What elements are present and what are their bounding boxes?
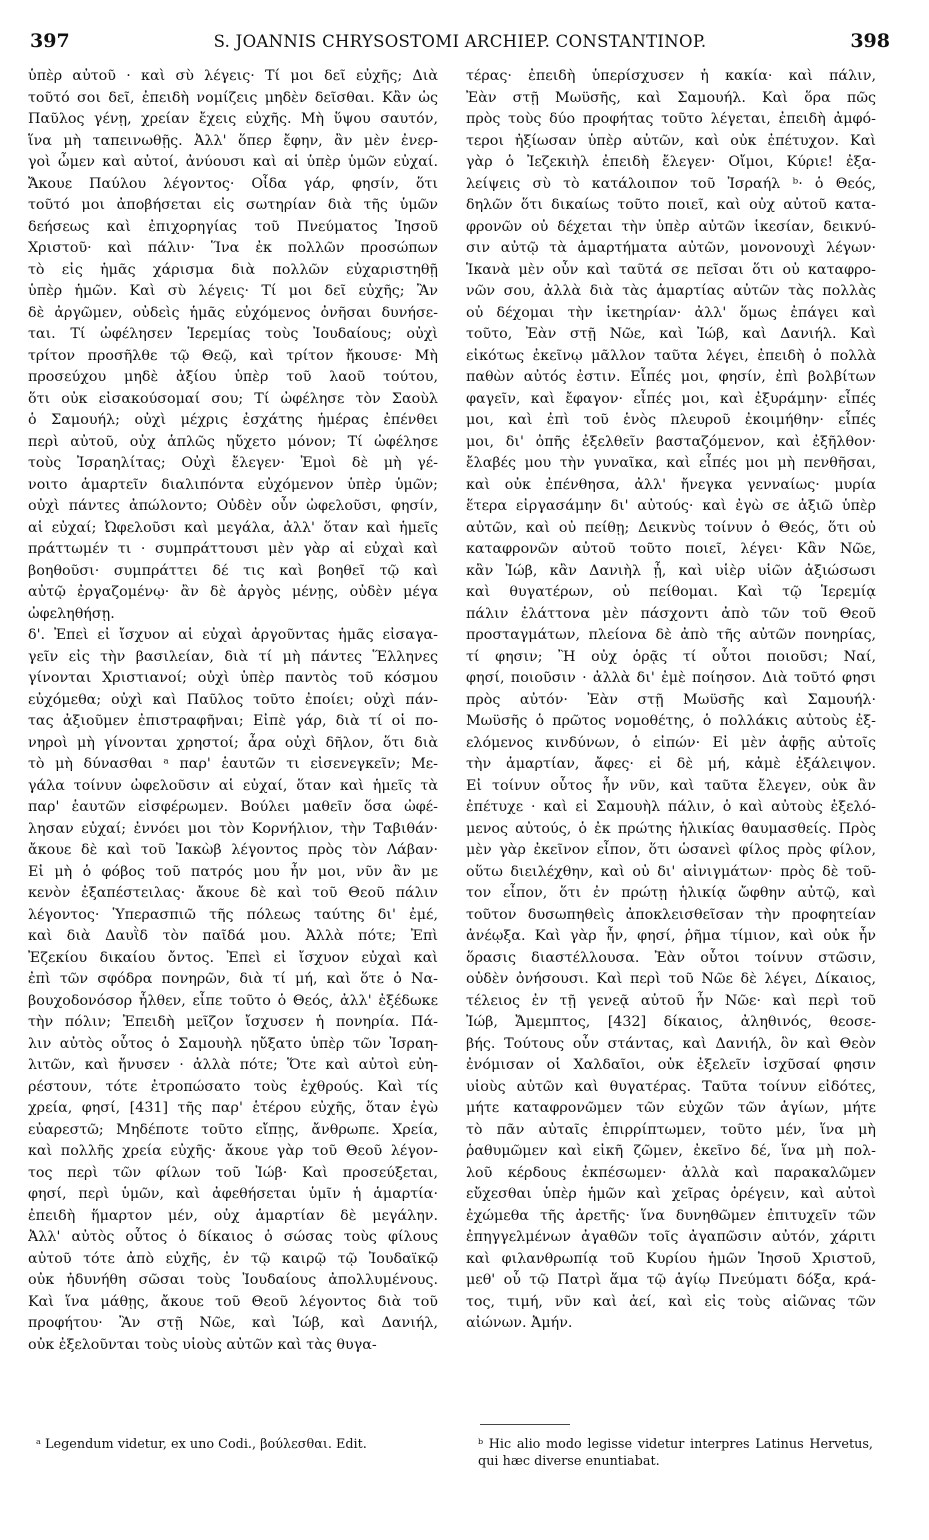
left-footnote: ᵃ Legendum videtur, ex uno Codi., βούλεσθαι. Edit. [36,1437,367,1452]
text-line: αἰώνων. Ἀμήν. [466,1315,573,1331]
text-line: καὶ θυγατέρων, οὐ πείθομαι. Καὶ τῷ Ἱερεμίᾳ [466,584,876,600]
text-line: Μωϋσῆς ὁ πρῶτος νομοθέτης, ὁ πολλάκις αὐτοὺς ἐξ- [466,713,876,729]
text-line: μοι, καὶ ἐπὶ τοῦ ἑνὸς πλευροῦ ἐκοιμήθην· εἶπές [466,412,876,428]
text-line: βοηθοῦσι· συμπράττει δέ τις καὶ βοηθεῖ τῷ καὶ [28,562,438,579]
footnote-rule [480,1424,570,1425]
text-line: ται. Τί ὠφέλησεν Ἱερεμίας τοὺς Ἰουδαίους; οὐχὶ [28,326,438,342]
text-line: ελόμενος κινδύνων, ὁ εἰπών· Εἰ μὲν ἀφῇς αὐτοῖς [466,734,876,751]
text-line: φαγεῖν, καὶ ἔφαγον· εἶπές μοι, καὶ ἐξυράμην· εἶπές [466,390,876,407]
running-head-title: S. JOANNIS CHRYSOSTOMI ARCHIEP. CONSTANTINOP. [213,32,707,51]
text-line: νηροὶ μὴ γίνονται χρηστοί; ἆρα οὐχὶ δῆλον, ὅτι διὰ [28,734,438,751]
text-line: λησαν εὐχαί; ἐννόει μοι τὸν Κορνήλιον, τὴν Ταβιθάν· [28,820,438,837]
text-line: μοι, δι' ὀπῆς ἐξελθεῖν βασταζόμενον, καὶ ἐξῆλθον· [466,433,876,450]
text-line: τεροι ἠξίωσαν ὑπὲρ αὐτῶν, καὶ οὐκ ἐπέτυχον. Καὶ [466,132,876,149]
text-line: τον εἶπον, ὅτι ἐν πρώτῃ ἡλικίᾳ ὤφθην αὐτῷ, καὶ [466,885,876,901]
text-line: Ἀλλ' αὐτὸς οὗτος ὁ δίκαιος ὁ σώσας τοὺς φίλους [28,1229,438,1245]
text-line: Εἰ μὴ ὁ φόβος τοῦ πατρός μου ἦν μοι, νῦν ἂν με [28,863,438,880]
text-line: γεῖν εἰς τὴν βασιλείαν, διὰ τί μὴ πάντες Ἕλληνες [28,648,438,665]
text-line: μὲν γὰρ ἐκεῖνον εἶπον, ὅτι ὡσανεὶ φίλος πρὸς φίλον, [466,842,876,858]
text-line: τέλειος ἐν τῇ γενεᾷ αὐτοῦ ἦν Νῶε· καὶ περὶ τοῦ [466,992,876,1009]
text-line: γίνονται Χριστιανοί; οὐχὶ ὑπὲρ παντὸς τοῦ κόσμου [28,670,438,686]
text-line: ἐνόμισαν οἱ Χαλδαῖοι, οὐκ ἐξελεῖν ἰσχῦσαί φησιν [466,1057,876,1073]
text-line: ὅτι οὐκ εἰσακούσομαί σου; Τί ὠφέλησε τὸν Σαοὺλ [28,390,438,407]
text-line: κενὸν ἐξαπέστειλας· ἄκουε δὲ καὶ τοῦ Θεοῦ πάλιν [28,885,438,901]
text-line: λιν αὐτὸς οὗτος ὁ Σαμουὴλ ηὔξατο ὑπὲρ τῶν Ἰσραη- [28,1035,438,1052]
text-line: φρονῶν οὐ δέχεται τὴν ὑπὲρ αὐτῶν ἱκεσίαν, δεικνύ- [466,218,876,235]
text-line: μεθ' οὗ τῷ Πατρὶ ἅμα τῷ ἁγίῳ Πνεύματι δόξα, κρά- [466,1272,876,1288]
text-line: Καὶ ἵνα μάθῃς, ἄκουε τοῦ Θεοῦ λέγοντος διὰ τοῦ [28,1293,438,1310]
text-line: ῥαθυμῶμεν καὶ εἰκῆ ζῶμεν, ἐκεῖνο δέ, ἵνα μὴ πολ- [466,1143,876,1159]
text-line: οὐκ ἐξελοῦνται τοὺς υἱοὺς αὐτῶν καὶ τὰς θυγα- [28,1336,377,1353]
text-line: γὰρ ὁ Ἰεζεκιὴλ ἐπειδὴ ἔλεγεν· Οἴμοι, Κύριε! ἐξα- [466,154,876,170]
text-line: οὐχὶ πάντες ἀπώλοντο; Οὐδὲν οὖν ὠφελοῦσι, φησίν, [28,498,438,514]
text-line: πάλιν ἐλάττονα μὲν πάσχοντι ἀπὸ τῶν τοῦ Θεοῦ [466,605,876,622]
text-line: περὶ αὐτοῦ, οὐχ ἁπλῶς ηὔχετο μόνον; Τί ὠφέλησε [28,433,438,450]
text-line: λιτῶν, καὶ ἤνυσεν · ἀλλὰ πότε; Ὅτε καὶ αὐτοὶ εὐη- [28,1057,438,1073]
text-line: αὐτῶν, καὶ οὐ πείθῃ; Δεικνὺς τοίνυν ὁ Θεός, ὅτι οὐ [466,519,876,536]
text-line: τος περὶ τῶν φίλων τοῦ Ἰώβ· Καὶ προσεύξεται, [28,1164,438,1181]
text-line: τρίτον προσῆλθε τῷ Θεῷ, καὶ τρίτον ἤκουσε· Μὴ [28,347,438,364]
text-line: δ'. Ἐπεὶ εἰ ἴσχυον αἱ εὐχαὶ ἀργοῦντας ἡμᾶς εἰσαγα- [28,627,438,643]
text-line: γοὶ ὦμεν καὶ αὐτοί, ἀνύουσι καὶ αἱ ὑπὲρ ὑμῶν εὐχαί. [28,154,438,170]
text-line: ρέστουν, τότε ἐτροπώσατο τοὺς ἐχθρούς. Καὶ τίς [28,1078,438,1095]
text-line: παθὼν αὐτός ἐστιν. Εἶπές μοι, φησίν, ἐπὶ βολβίτων [466,369,876,385]
text-line: τὸ εἰς ἡμᾶς χάρισμα διὰ πολλῶν εὐχαριστηθῇ [28,261,438,278]
text-line: φησί, περὶ ὑμῶν, καὶ ἀφεθήσεται ὑμῖν ἡ ἁμαρτία· [28,1186,438,1202]
text-line: βουχοδονόσορ ἦλθεν, εἶπε τοῦτο ὁ Θεός, ἀλλ' ἐξέδωκε [28,992,438,1009]
text-line: εἰκότως ἐκεῖνῳ μᾶλλον ταῦτα λέγει, ἐπειδὴ ὁ πολλὰ [466,347,876,364]
text-line: αὐτῷ ἐργαζομένῳ· ἂν δὲ ἀργὸς μένῃς, οὐδὲν μέγα [28,584,438,600]
text-line: ὠφεληθήσῃ. [28,605,115,622]
text-line: τος, τιμή, νῦν καὶ ἀεί, καὶ εἰς τοὺς αἰῶνας τῶν [466,1293,876,1310]
text-line: τοὺς Ἰσραηλίτας; Οὐχὶ ἔλεγεν· Ἐμοὶ δὲ μὴ γέ- [28,455,438,471]
text-line: καταφρονῶν αὐτοῦ τοῦτο ποιεῖ, λέγει· Κἂν Νῶε, [466,541,876,557]
text-line: εὐαρεστῶ; Μηδέποτε τοῦτο εἴπῃς, ἄνθρωπε. Χρεία, [28,1121,438,1138]
text-line: καὶ πολλῆς χρεία εὐχῆς· ἄκουε γὰρ τοῦ Θεοῦ λέγον- [28,1143,438,1159]
text-line: λέγοντος· Ὑπερασπιῶ τῆς πόλεως ταύτης δι' ἐμέ, [28,906,438,923]
text-line: εὐχόμεθα; οὐχὶ καὶ Παῦλος τοῦτο ἐποίει; οὐχὶ πάν- [28,691,438,708]
text-line: τοῦτον δυσωπηθεὶς ἀποκλεισθεῖσαν τὴν προφητείαν [466,906,876,923]
text-line: ἵνα μὴ ταπεινωθῇς. Ἀλλ' ὅπερ ἔφην, ἂν μὲν ἐνερ- [28,132,438,149]
text-line: ἐπὶ τῶν σφόδρα πονηρῶν, διὰ τί μή, καὶ ὅτε ὁ Να- [28,971,438,987]
text-line: ὅρασις διαστέλλουσα. Ἐὰν οὗτοι τοίνυν στῶσιν, [466,949,876,966]
text-line: τὸ μὴ δύνασθαι ᵃ παρ' ἑαυτῶν τι εἰσενεγκεῖν; Με- [28,756,438,772]
text-line: πρὸς τοὺς δύο προφήτας τοῦτο λέγεται, ἐπειδὴ ἀμφό- [466,111,876,127]
text-line: υἱοὺς αὐτῶν καὶ θυγατέρας. Ταῦτα τοίνυν εἰδότες, [466,1078,876,1095]
text-line: καὶ οὐκ ἐπένθησα, ἀλλ' ἤνεγκα γενναίως· μυρία [466,476,876,493]
text-line: ὑπὲρ αὐτοῦ · καὶ σὺ λέγεις· Τί μοι δεῖ εὐχῆς; Διὰ [28,68,438,84]
right-text-column [466,66,876,1335]
text-line: Ἰώβ, Ἄμεμπτος, [432] δίκαιος, ἀληθινός, θεοσε- [466,1014,876,1030]
left-text-column [28,66,438,1356]
text-line: ἐπέτυχε · καὶ εἰ Σαμουὴλ πάλιν, ὁ καὶ αὐτοὺς ἐξελό- [466,799,876,815]
text-line: τὸ πᾶν αὐταῖς ἐπιρρίπτωμεν, τοῦτο μέν, ἵνα μὴ [466,1121,876,1138]
text-line: αὐτοῦ τότε ἀπὸ εὐχῆς, ἐν τῷ καιρῷ τῷ Ἰουδαϊκῷ [28,1250,438,1267]
text-line: καὶ φιλανθρωπίᾳ τοῦ Κυρίου ἡμῶν Ἰησοῦ Χριστοῦ, [466,1250,876,1267]
text-line: τί φησιν; Ἢ οὐχ ὁρᾷς τί οὗτοι ποιοῦσι; Ναί, [466,648,876,665]
text-line: ἐχώμεθα τῆς ἀρετῆς· ἵνα δυνηθῶμεν ἐπιτυχεῖν τῶν [466,1207,876,1224]
text-line: οὕτω διειλέχθην, καὶ οὐ δι' αἰνιγμάτων· πρὸς δὲ τοῦ- [466,863,876,880]
text-line: προφήτου· Ἂν στῇ Νῶε, καὶ Ἰώβ, καὶ Δανιήλ, [28,1315,438,1331]
text-line: κἂν Ἰώβ, κἂν Δανιὴλ ᾖ, καὶ υἱὲρ υἱῶν ἀξιώσωσι [466,562,876,579]
text-line: νοιτο ἁμαρτεῖν διαλιπόντα εὐχόμενον ὑπὲρ ὑμῶν; [28,476,438,493]
text-line: ὁ Σαμουήλ; οὐχὶ μέχρις ἐσχάτης ἡμέρας ἐπένθει [28,412,438,428]
text-line: τας ἀξιοῦμεν ἐπιστραφῆναι; Εἰπὲ γάρ, διὰ τί οἱ πο- [28,713,438,729]
text-line: χρεία, φησί, [431] τῆς παρ' ἑτέρου εὐχῆς, ὅταν ἐγὼ [28,1100,438,1116]
text-line: μενος αὐτούς, ὁ ἐκ πρώτης ἡλικίας θαυμασθείς. Πρὸς [466,820,876,837]
text-line: ἕτερα εἰργασάμην δι' αὐτούς· καὶ ἐγὼ σε ἀξιῶ ὑπὲρ [466,498,876,514]
text-line: τοῦτο, Ἐὰν στῇ Νῶε, καὶ Ἰώβ, καὶ Δανιήλ. Καὶ [466,326,876,342]
text-line: προσεύχου μηδὲ ἀξίου ὑπὲρ τοῦ λαοῦ τούτου, [28,369,438,385]
text-line: εὔχεσθαι ὑπὲρ ἡμῶν καὶ χεῖρας ὀρέγειν, καὶ αὐτοὶ [466,1186,876,1202]
running-header [30,30,890,60]
text-line: λοῦ κέρδους ἐκπέσωμεν· ἀλλὰ καὶ παρακαλῶμεν [466,1164,876,1181]
text-line: σιν αὐτῷ τὰ ἁμαρτήματα αὐτῶν, μονονουχὶ λέγων· [466,240,876,256]
text-line: Παῦλος γένῃ, χρείαν ἔχεις εὐχῆς. Μὴ ὕψου σαυτόν, [28,111,438,127]
text-line: Εἰ τοίνυν οὗτος ἦν νῦν, καὶ ταῦτα ἔλεγεν, οὐκ ἂν [466,777,876,794]
text-line: ὑπὲρ ἡμῶν. Καὶ σὺ λέγεις· Τί μοι δεῖ εὐχῆς; Ἂν [28,283,438,299]
text-line: παρ' ἑαυτῶν εἰσφέρωμεν. Βούλει μαθεῖν ὅσα ὠφέ- [28,799,438,815]
text-line: ἐπηγγελμένων ἀγαθῶν τοῖς ἀγαπῶσιν αὐτόν, χάριτι [466,1229,876,1245]
text-line: δεήσεως καὶ ἐπιχορηγίας τοῦ Πνεύματος Ἰησοῦ [28,218,438,235]
right-page-number: 398 [850,30,890,52]
text-line: Ἱκανὰ μὲν οὖν καὶ ταῦτά σε πεῖσαι ὅτι οὐ καταφρο- [466,261,876,278]
text-line: οὐκ ἠδυνήθη σῶσαι τοὺς Ἰουδαίους ἀπολλυμένους. [28,1272,438,1288]
right-footnote: ᵇ Hic alio modo legisse videtur interpres Latinus Hervetus, qui hæc diverse enuntiabat. [478,1437,873,1469]
text-line: νῶν σου, ἀλλὰ διὰ τὰς ἁμαρτίας αὐτῶν τὰς πολλὰς [466,283,876,299]
text-line: γάλα τοίνυν ὠφελοῦσιν αἱ εὐχαί, ὅταν καὶ ἡμεῖς τὰ [28,777,438,794]
text-line: οὐ δέχομαι τὴν ἱκετηρίαν· ἀλλ' ὅμως ἐπάγει καὶ [466,304,876,321]
text-line: αἱ εὐχαί; Ὠφελοῦσι καὶ μεγάλα, ἀλλ' ὅταν καὶ ἡμεῖς [28,519,438,536]
text-line: ἀνέῳξα. Καὶ γὰρ ἦν, φησί, ῥῆμα τίμιον, καὶ οὐκ ἦν [466,928,876,944]
text-line: δὲ ἀργῶμεν, οὐδεὶς ἡμᾶς εὐχόμενος ὀνῆσαι δυνήσε- [28,304,438,321]
text-line: οὐδὲν ὀνήσουσι. Καὶ περὶ τοῦ Νῶε δὲ λέγει, Δίκαιος, [466,971,876,987]
text-line: πράττωμέν τι · συμπράττουσι μὲν γὰρ αἱ εὐχαὶ καὶ [28,541,438,557]
text-line: ἔλαβές μου τὴν γυναῖκα, καὶ εἶπές μοι μὴ πενθῆσαι, [466,455,876,471]
text-line: δηλῶν ὅτι δικαίως τοῦτο ποιεῖ, καὶ οὐχ αὐτοῦ κατα- [466,197,876,213]
text-line: προσταγμάτων, πλείονα δὲ ἀπὸ τῆς αὐτῶν πονηρίας, [466,627,876,643]
text-line: τοῦτό σοι δεῖ, ἐπειδὴ νομίζεις μηδὲν δεῖσθαι. Κἂν ὡς [28,89,438,106]
text-line: λείψεις σὺ τὸ κατάλοιπον τοῦ Ἰσραήλ ᵇ· ὁ Θεός, [466,175,876,192]
text-line: τέρας· ἐπειδὴ ὑπερίσχυσεν ἡ κακία· καὶ πάλιν, [466,68,876,84]
text-line: τὴν ἁμαρτίαν, ἄφες· εἰ δὲ μή, κἀμὲ ἐξάλειψον. [466,756,876,772]
text-line: βής. Τούτους οὖν στάντας, καὶ Δανιήλ, ὃν καὶ Θεὸν [466,1035,876,1052]
text-line: Χριστοῦ· καὶ πάλιν· Ἵνα ἐκ πολλῶν προσώπων [28,240,438,256]
text-line: Ἐζεκίου δικαίου ὄντος. Ἐπεὶ εἰ ἴσχυον εὐχαὶ καὶ [28,949,438,966]
text-line: ἄκουε δὲ καὶ τοῦ Ἰακὼβ λέγοντος πρὸς τὸν Λάβαν· [28,842,438,858]
left-page-number: 397 [30,30,70,52]
text-line: πρὸς αὐτόν· Ἐὰν στῇ Μωϋσῆς καὶ Σαμουήλ· [466,691,876,708]
text-line: τὴν πόλιν; Ἐπειδὴ μεῖζον ἴσχυσεν ἡ πονηρία. Πά- [28,1014,438,1030]
text-line: τοῦτό μοι ἀποβήσεται εἰς σωτηρίαν διὰ τῆς ὑμῶν [28,197,438,213]
text-line: Ἐὰν στῇ Μωϋσῆς, καὶ Σαμουήλ. Καὶ ὅρα πῶς [466,89,876,106]
text-line: φησί, ποιοῦσιν · ἀλλὰ δι' ἐμὲ ποίησον. Διὰ τοῦτό φησι [466,670,876,686]
text-line: καὶ διὰ Δαυῒδ τὸν παῖδά μου. Ἀλλὰ πότε; Ἐπὶ [28,928,438,944]
text-line: Ἄκουε Παύλου λέγοντος· Οἶδα γάρ, φησίν, ὅτι [28,175,438,192]
text-line: μήτε καταφρονῶμεν τῶν εὐχῶν τῶν ἁγίων, μήτε [466,1100,876,1116]
text-line: ἐπειδὴ ἥμαρτον μέν, οὐχ ἁμαρτίαν δὲ μεγάλην. [28,1207,438,1224]
